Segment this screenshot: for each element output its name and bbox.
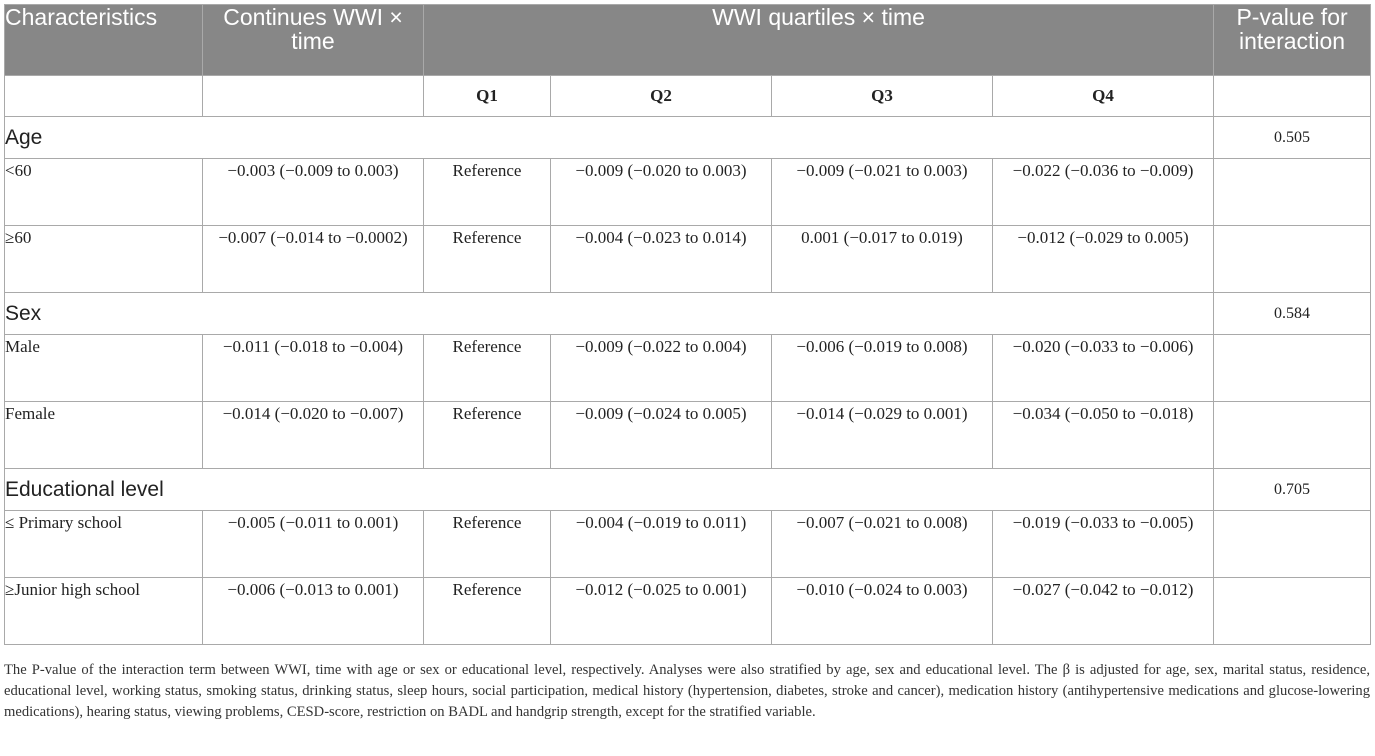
table-footnote: The P-value of the interaction term between WWI, time with age or sex or educational level, respectively. Analyses were also stratified by age, sex and educational level. The β is adjusted for age, sex, marital status, residence, educational level, working status, smoking status, drinking status, sleep hours, social participation, medical history (hypertension, diabetes, stroke and cancer), medication history (antihypertensive medications and glucose-lowering medications), hearing status, viewing problems, CESD-score, restriction on BADL and handgrip strength, except for the stratified variable. — [4, 662, 1370, 720]
q3-cell: −0.006 (−0.019 to 0.008) — [772, 335, 993, 402]
empty-p-cell — [1214, 159, 1371, 226]
subheader-q3: Q3 — [772, 76, 993, 117]
header-wwi-quartiles: WWI quartiles × time — [424, 5, 1214, 76]
group-row — [5, 293, 1371, 335]
empty-p-cell — [1214, 335, 1371, 402]
subheader-q2: Q2 — [551, 76, 772, 117]
results-table — [4, 4, 1371, 645]
row-label: ≥60 — [5, 226, 203, 293]
table-row — [5, 159, 1371, 226]
header-characteristics: Characteristics — [5, 5, 203, 76]
group-p-value: 0.505 — [1214, 117, 1371, 159]
q4-cell: −0.019 (−0.033 to −0.005) — [993, 511, 1214, 578]
group-p-value: 0.584 — [1214, 293, 1371, 335]
group-label: Sex — [5, 293, 1214, 335]
empty-p-cell — [1214, 578, 1371, 645]
q4-cell: −0.012 (−0.029 to 0.005) — [993, 226, 1214, 293]
table-row — [5, 402, 1371, 469]
q3-cell: 0.001 (−0.017 to 0.019) — [772, 226, 993, 293]
row-label: <60 — [5, 159, 203, 226]
continuous-cell: −0.005 (−0.011 to 0.001) — [203, 511, 424, 578]
table-body — [5, 76, 1371, 645]
table-row — [5, 511, 1371, 578]
q3-cell: −0.014 (−0.029 to 0.001) — [772, 402, 993, 469]
table-row — [5, 226, 1371, 293]
q1-cell: Reference — [424, 511, 551, 578]
q1-cell: Reference — [424, 159, 551, 226]
row-label: ≥Junior high school — [5, 578, 203, 645]
subheader-empty — [203, 76, 424, 117]
subheader-q1: Q1 — [424, 76, 551, 117]
q3-cell: −0.009 (−0.021 to 0.003) — [772, 159, 993, 226]
group-label: Educational level — [5, 469, 1214, 511]
q1-cell: Reference — [424, 402, 551, 469]
subheader-q4: Q4 — [993, 76, 1214, 117]
table-row — [5, 335, 1371, 402]
header-p-value — [1214, 5, 1371, 76]
q3-cell: −0.007 (−0.021 to 0.008) — [772, 511, 993, 578]
subheader-empty — [5, 76, 203, 117]
q4-cell: −0.022 (−0.036 to −0.009) — [993, 159, 1214, 226]
row-label: ≤ Primary school — [5, 511, 203, 578]
table-row — [5, 578, 1371, 645]
q1-cell: Reference — [424, 578, 551, 645]
group-p-value: 0.705 — [1214, 469, 1371, 511]
q3-cell: −0.010 (−0.024 to 0.003) — [772, 578, 993, 645]
continuous-cell: −0.011 (−0.018 to −0.004) — [203, 335, 424, 402]
group-row — [5, 117, 1371, 159]
q2-cell: −0.012 (−0.025 to 0.001) — [551, 578, 772, 645]
row-label: Female — [5, 402, 203, 469]
empty-p-cell — [1214, 226, 1371, 293]
q2-cell: −0.009 (−0.020 to 0.003) — [551, 159, 772, 226]
continuous-cell: −0.007 (−0.014 to −0.0002) — [203, 226, 424, 293]
continuous-cell: −0.003 (−0.009 to 0.003) — [203, 159, 424, 226]
q2-cell: −0.004 (−0.023 to 0.014) — [551, 226, 772, 293]
continuous-cell: −0.006 (−0.013 to 0.001) — [203, 578, 424, 645]
subheader-empty — [1214, 76, 1371, 117]
continuous-cell: −0.014 (−0.020 to −0.007) — [203, 402, 424, 469]
header-continuous-wwi: Continues WWI × time — [203, 5, 424, 76]
subheader-row — [5, 76, 1371, 117]
row-label: Male — [5, 335, 203, 402]
q2-cell: −0.004 (−0.019 to 0.011) — [551, 511, 772, 578]
group-label: Age — [5, 117, 1214, 159]
header-p-value-text: P-value for interaction — [1236, 4, 1348, 54]
q2-cell: −0.009 (−0.024 to 0.005) — [551, 402, 772, 469]
empty-p-cell — [1214, 511, 1371, 578]
q4-cell: −0.034 (−0.050 to −0.018) — [993, 402, 1214, 469]
q1-cell: Reference — [424, 226, 551, 293]
empty-p-cell — [1214, 402, 1371, 469]
q1-cell: Reference — [424, 335, 551, 402]
header-row — [5, 5, 1371, 76]
group-row — [5, 469, 1371, 511]
q2-cell: −0.009 (−0.022 to 0.004) — [551, 335, 772, 402]
q4-cell: −0.020 (−0.033 to −0.006) — [993, 335, 1214, 402]
q4-cell: −0.027 (−0.042 to −0.012) — [993, 578, 1214, 645]
